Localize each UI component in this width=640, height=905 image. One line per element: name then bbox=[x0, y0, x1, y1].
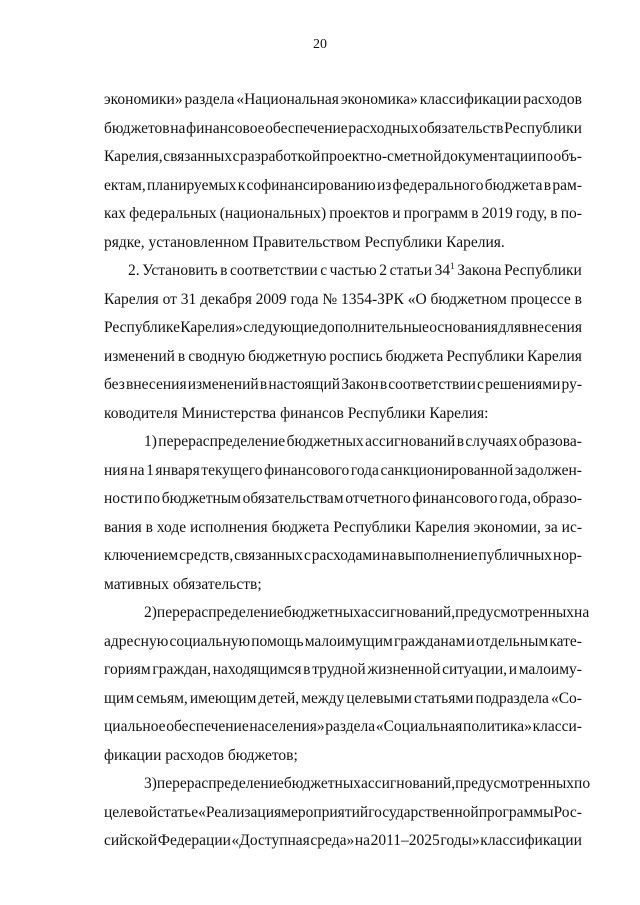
text-line: 2) перераспределение бюджетных ассигнований, предусмотренных на bbox=[144, 604, 590, 621]
text-line: ности по бюджетным обязательствам отчетного финансового года, образо- bbox=[104, 490, 582, 507]
text-line: Республике Карелия» следующие дополнительные основания для внесения bbox=[104, 319, 582, 336]
text-line: 3) перераспределение бюджетных ассигнований, предусмотренных по bbox=[144, 775, 591, 792]
text-line: бюджетов на финансовое обеспечение расходных обязательств Республики bbox=[104, 119, 582, 137]
text-line: ках федеральных (национальных) проектов и программ в 2019 году, в по- bbox=[104, 205, 582, 222]
text-line: 1) перераспределение бюджетных ассигнований в случаях образова- bbox=[144, 433, 582, 450]
text-line: рядке, установленном Правительством Республики Карелия. bbox=[104, 233, 505, 251]
text-line: мативных обязательств; bbox=[104, 575, 262, 593]
text-line: ключением средств, связанных с расходами на выполнение публичных нор- bbox=[104, 547, 582, 564]
paragraph-5 bbox=[104, 770, 591, 856]
text-line: сийской Федерации «Доступная среда» на 2011–2025 годы» классификации bbox=[104, 832, 582, 849]
paragraph-4 bbox=[104, 599, 590, 770]
text-line: ния на 1 января текущего финансового года санкционированной задолжен- bbox=[104, 461, 582, 479]
text-line: изменений в сводную бюджетную роспись бюджета Республики Карелия bbox=[104, 347, 582, 365]
paragraph-2 bbox=[104, 257, 582, 428]
paragraph-1 bbox=[104, 86, 582, 257]
text-line: без внесения изменений в настоящий Закон в соответствии с решениями ру- bbox=[104, 376, 582, 393]
text-line: 2. Установить в соответствии с частью 2 статьи $34^1$ Закона Республики bbox=[128, 261, 582, 279]
text-line: циальное обеспечение населения» раздела «Социальная политика» класси- bbox=[104, 718, 582, 735]
text-line: Карелия, связанных с разработкой проектно-сметной документации по объ- bbox=[104, 148, 582, 165]
text-line: адресную социальную помощь малоимущим гражданам и отдельным кате- bbox=[104, 632, 582, 650]
text-line: Карелия от 31 декабря 2009 года № 1354-ЗРК «О бюджетном процессе в bbox=[104, 290, 582, 308]
paragraph-3 bbox=[104, 428, 582, 599]
text-line: экономики» раздела «Национальная экономика» классификации расходов bbox=[104, 91, 582, 108]
text-line: целевой статье «Реализация мероприятий государственной программы Рос- bbox=[104, 803, 582, 821]
text-line: ководителя Министерства финансов Республики Карелия: bbox=[104, 404, 489, 422]
text-line: вания в ходе исполнения бюджета Республики Карелия экономии, за ис- bbox=[104, 518, 582, 536]
text-line: гориям граждан, находящимся в трудной жизненной ситуации, и малоиму- bbox=[104, 661, 582, 678]
text-line: фикации расходов бюджетов; bbox=[104, 746, 298, 764]
page-number: 20 bbox=[313, 37, 327, 52]
text-line: щим семьям, имеющим детей, между целевыми статьями подраздела «Со- bbox=[104, 689, 582, 707]
document-body bbox=[104, 86, 591, 856]
text-line: ектам, планируемых к софинансированию из федерального бюджета в рам- bbox=[104, 176, 582, 194]
